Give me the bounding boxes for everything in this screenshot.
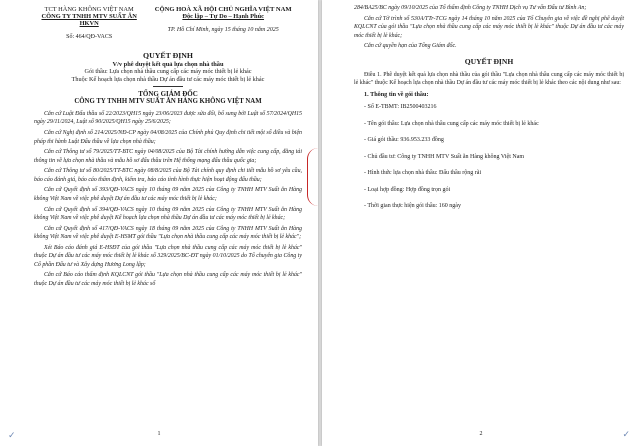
legal-basis-paragraph: Căn cứ Quyết định số 394/QĐ-VACS ngày 10 tháng 09 năm 2025 của Công ty TNHH MTV Suất ăn Hàng không Việt Nam về việc phê duyệt Kế hoạch lựa chọn nhà thầu Dự án đầu tư các máy móc thiết bị lẻ khác; xyxy=(34,206,302,221)
decision-title: QUYẾT ĐỊNH xyxy=(143,51,193,60)
national-motto-block xyxy=(144,6,302,40)
signature-mark: ✓ xyxy=(622,429,630,439)
package-info-item: - Thời gian thực hiện gói thầu: 160 ngày xyxy=(364,203,461,210)
package-name: Gói thầu: Lựa chọn nhà thầu cung cấp các máy móc thiết bị lẻ khác xyxy=(84,68,252,75)
legal-basis-paragraph: Căn cứ Tờ trình số 530A/TTr-TCG ngày 14 tháng 10 năm 2025 của Tổ Chuyên gia về việc đề nghị phê duyệt KQLCNT của gói thầu "Lựa chọn nhà thầu cung cấp các máy móc thiết bị lẻ khác" thuộc Dự án đầu tư các máy móc thiết bị lẻ khác; xyxy=(354,15,624,39)
legal-basis-paragraph: Căn cứ Quyết định số 417/QĐ-VACS ngày 18 tháng 09 năm 2025 của Công ty TNHH MTV Suất ăn Hàng không Việt Nam về việc phê duyệt E-HSMT gói thầu "Lựa chọn nhà thầu cung cấp các máy móc thiết bị lẻ khác"; xyxy=(34,225,302,241)
seal-stamp-edge xyxy=(307,148,318,206)
plan-name: Thuộc Kế hoạch lựa chọn nhà thầu Dự án đầu tư các máy móc thiết bị lẻ khác xyxy=(71,76,265,83)
package-info-item: - Hình thức lựa chọn nhà thầu: Đấu thầu rộng rãi xyxy=(364,170,482,177)
decision-subject: V/v phê duyệt kết quả lựa chọn nhà thầu xyxy=(112,61,224,68)
legal-basis-paragraph: Căn cứ Thông tư số 80/2025/TT-BTC ngày 08/8/2025 của Bộ Tài chính quy định chi tiết mẫu hồ sơ yêu cầu, báo cáo đánh giá, báo cáo thẩm định, kiểm tra, báo cáo tình hình thực hiện hoạt động đấu thầu; xyxy=(34,168,302,183)
document-number: Số: 464/QĐ-VACS xyxy=(66,34,113,40)
place-and-date: TP. Hồ Chí Minh, ngày 15 tháng 10 năm 2025 xyxy=(167,27,279,33)
document-page-2 xyxy=(322,0,640,446)
page-number: 1 xyxy=(157,431,161,437)
legal-basis-paragraph: Căn cứ Quyết định số 393/QĐ-VACS ngày 10 tháng 09 năm 2025 của Công ty TNHH MTV Suất ăn Hàng không Việt Nam về việc phê duyệt Dự án đầu tư các máy móc thiết bị lẻ khác; xyxy=(34,187,302,202)
legal-basis-paragraph: Căn cứ Luật Đấu thầu số 22/2023/QH15 ngày 23/06/2023 được sửa đổi, bổ sung bởi Luật số 57/2024/QH15 ngày 29/11/2024, Luật số 90/2025/QH15 ngày 25/6/2025; xyxy=(34,111,302,126)
legal-basis-paragraph: Căn cứ Thông tư số 79/2025/TT-BTC ngày 04/08/2025 của Bộ Tài chính hướng dẫn việc cung cấp, đăng tải thông tin về lựa chọn nhà thầu và mẫu hồ sơ đấu thầu trên Hệ thống mạng đấu thầu quốc gia; xyxy=(34,149,302,164)
continued-paragraph: 284/BA25/BC ngày 09/10/2025 của Tổ thẩm định Công ty TNHH Dịch vụ Tư vấn Đấu tư Bình An; xyxy=(354,5,587,11)
document-header xyxy=(34,6,302,40)
decision-heading: QUYẾT ĐỊNH xyxy=(464,56,514,66)
issuing-company: CÔNG TY TNHH MTV SUẤT ĂN HKVN xyxy=(41,13,137,27)
national-motto: Độc lập – Tự Do – Hạnh Phúc xyxy=(182,13,265,20)
document-page-1 xyxy=(0,0,318,446)
national-title: CỘNG HOÀ XÃ HỘI CHỦ NGHĨA VIỆT NAM xyxy=(154,6,292,13)
legal-basis-paragraph: Căn cứ Nghị định số 214/2025/NĐ-CP ngày 04/08/2025 của Chính phủ Quy định chi tiết một số điều và biện pháp thi hành Luật Đấu thầu về lựa chọn nhà thầu; xyxy=(34,130,302,145)
authority-paragraph: Căn cứ quyền hạn của Tổng Giám đốc. xyxy=(364,43,457,50)
issuer-block xyxy=(34,6,144,40)
package-info-item: - Chủ đầu tư: Công ty TNHH MTV Suất ăn Hàng không Việt Nam xyxy=(364,153,525,160)
page-number: 2 xyxy=(479,431,483,437)
director-title: TỔNG GIÁM ĐỐC xyxy=(138,90,198,98)
package-info-item: - Loại hợp đồng: Hợp đồng trọn gói xyxy=(364,186,451,193)
package-info-item: - Giá gói thầu: 936.953.233 đồng xyxy=(364,137,444,144)
legal-basis-paragraph: Xét Báo cáo đánh giá E-HSĐT của gói thầu "Lựa chọn nhà thầu cung cấp các máy móc thiết bị lẻ khác" thuộc Dự án đầu tư các máy móc thiết bị lẻ khác số 329/2025/BC-ĐT ngày 01/10/2025 do Tổ chuyên gia Công ty Cổ phần Đấu tư và Xây dựng Hương Long lập; xyxy=(34,244,302,268)
package-info-item: - Số E-TBMT: IB2500403216 xyxy=(364,104,437,111)
signature-mark: ✓ xyxy=(8,430,16,440)
section-1-heading: 1. Thông tin về gói thầu: xyxy=(364,91,429,99)
divider xyxy=(153,86,183,87)
legal-basis-paragraph: Căn cứ Báo cáo thẩm định KQLCNT gói thầu "Lựa chọn nhà thầu cung cấp các máy móc thiết bị lẻ khác" thuộc Dự án đầu tư các máy móc thiết bị lẻ khác số xyxy=(34,272,302,287)
article-1: Điều 1. Phê duyệt kết quả lựa chọn nhà thầu của gói thầu "Lựa chọn nhà thầu cung cấp các máy móc thiết bị lẻ khác" thuộc Kế hoạch lựa chọn nhà thầu Dự án đầu tư các máy móc thiết bị lẻ khác theo các nội dung như sau: xyxy=(354,71,624,87)
package-info-item: - Tên gói thầu: Lựa chọn nhà thầu cung cấp các máy móc thiết bị lẻ khác xyxy=(364,120,539,127)
parent-organization: TCT HÀNG KHÔNG VIỆT NAM xyxy=(44,6,134,13)
company-title: CÔNG TY TNHH MTV SUẤT ĂN HÀNG KHÔNG VIỆT NAM xyxy=(74,98,262,105)
